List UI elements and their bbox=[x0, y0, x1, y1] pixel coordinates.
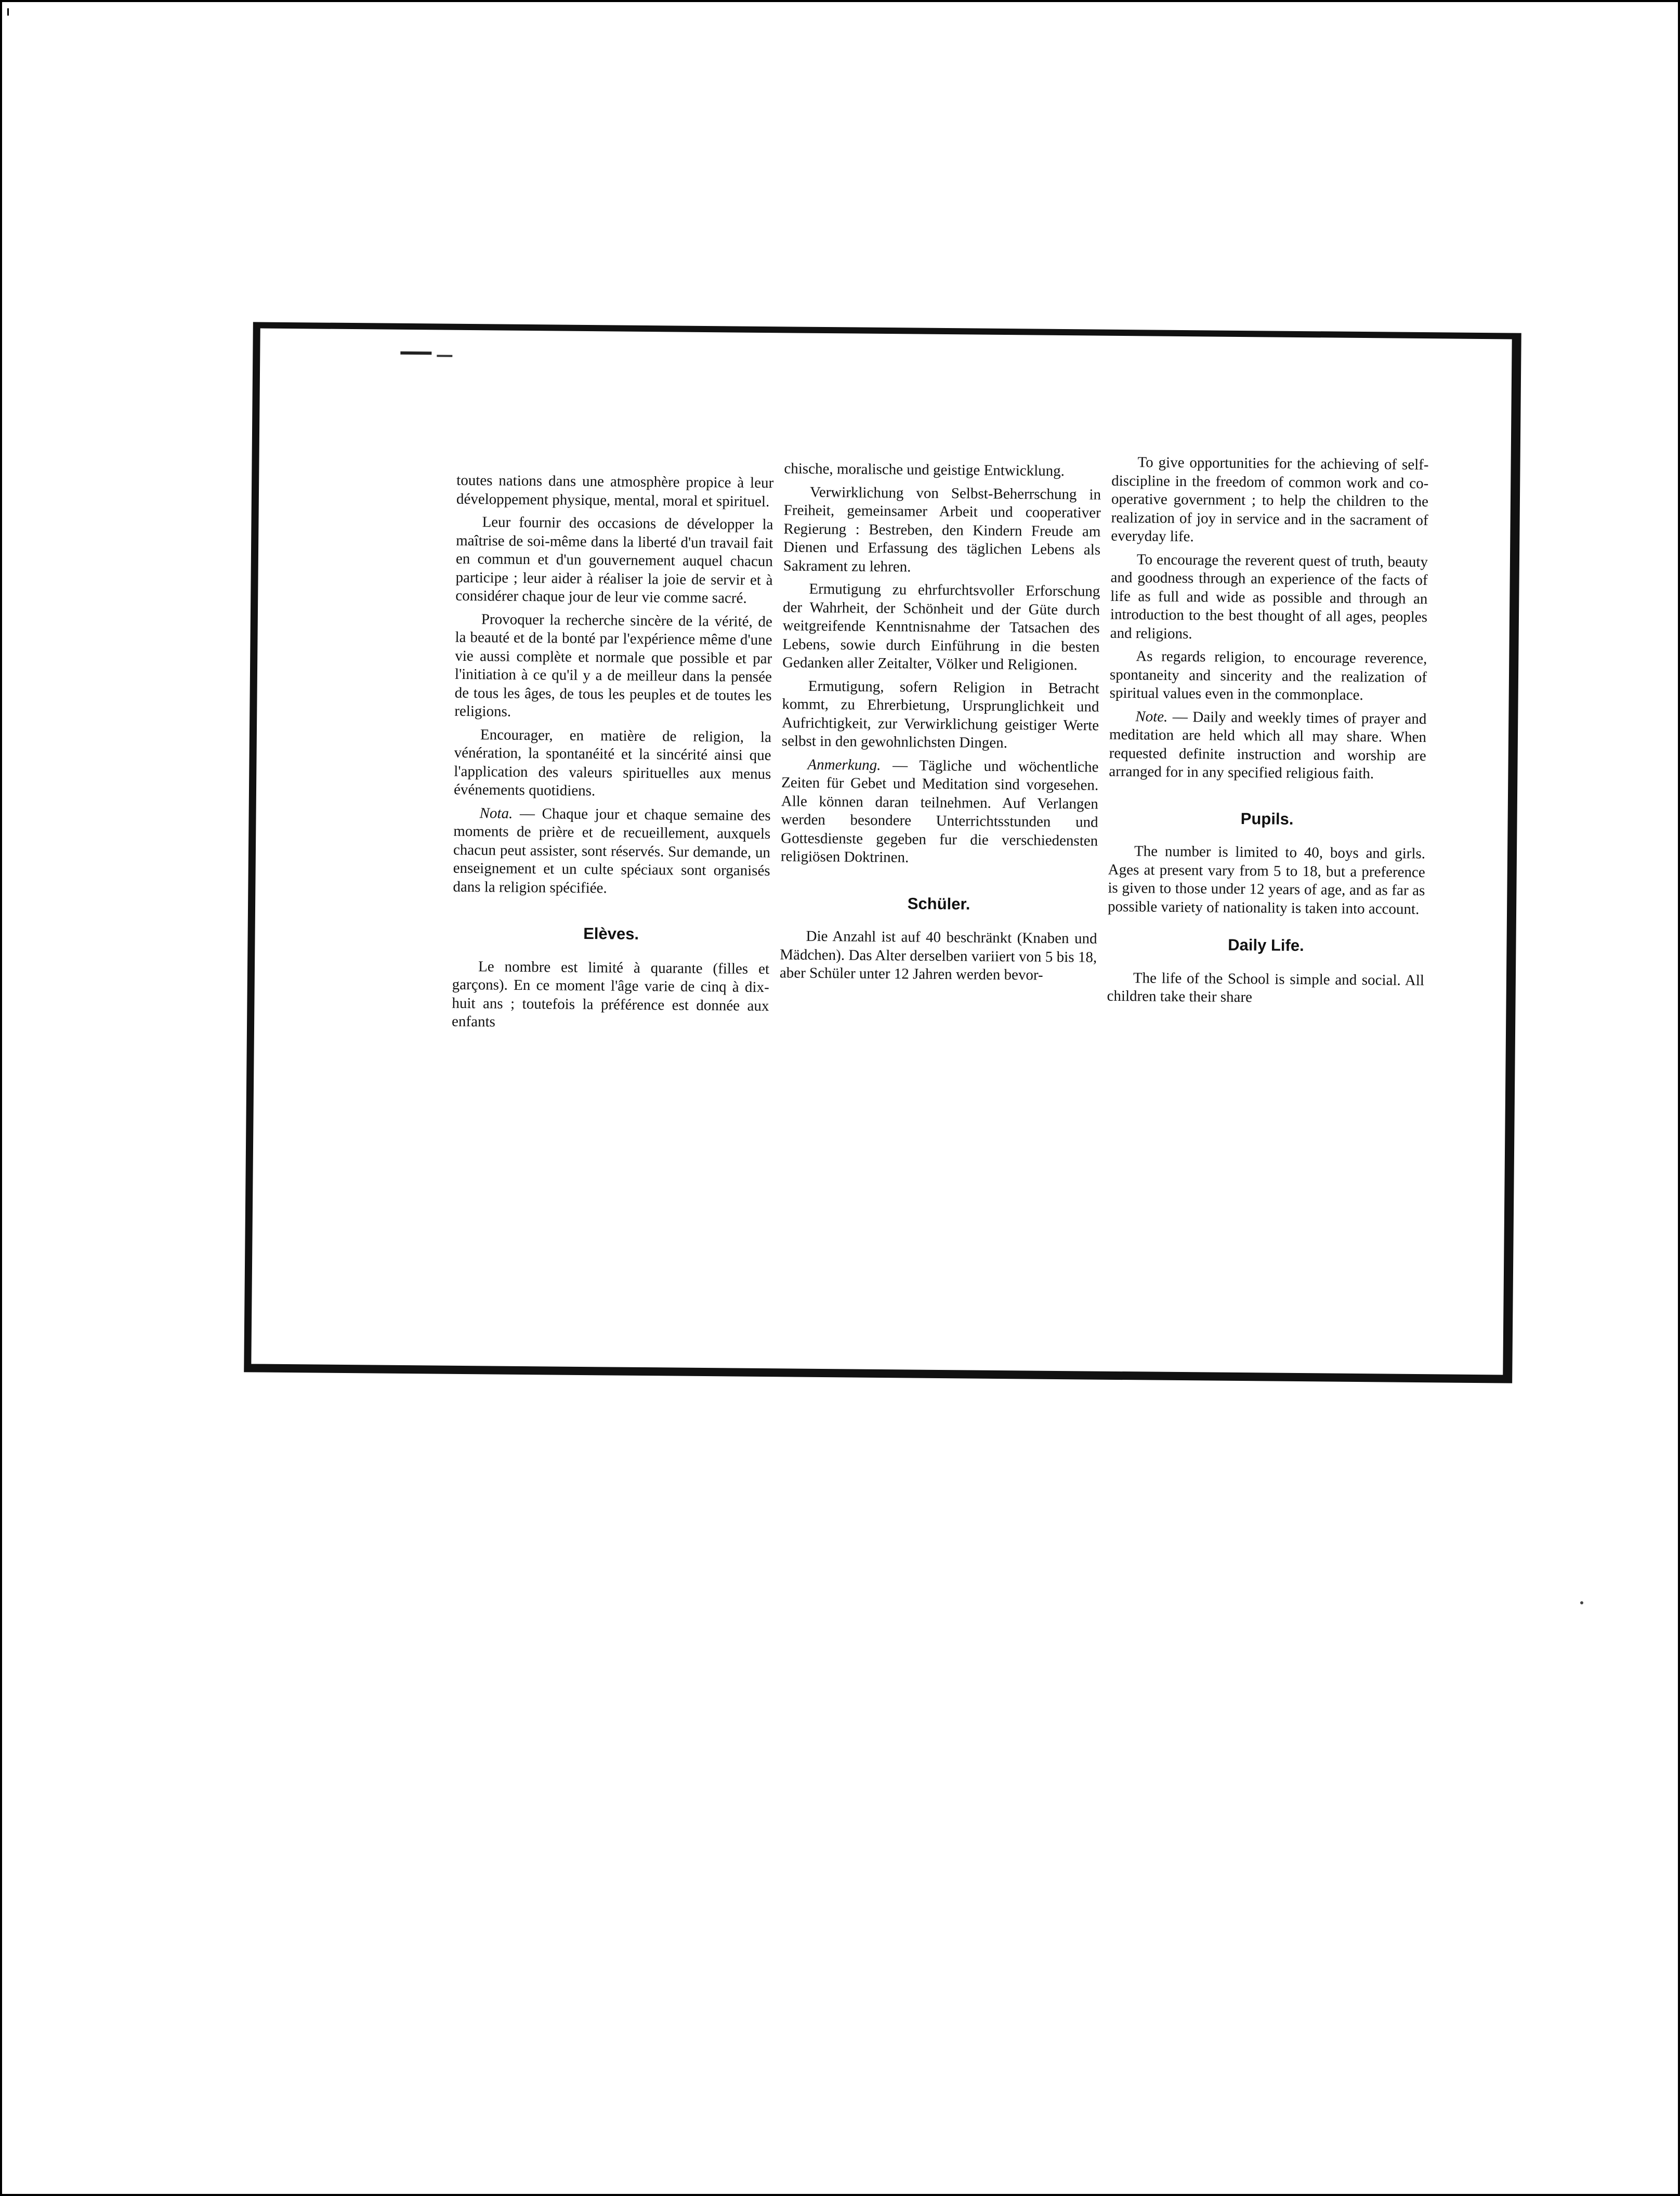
german-heading-schueler: Schüler. bbox=[907, 894, 970, 913]
french-heading-eleves: Elèves. bbox=[583, 924, 639, 943]
scan-mark bbox=[400, 351, 431, 355]
scan-border-left bbox=[0, 0, 2, 2196]
english-column bbox=[1107, 453, 1428, 1013]
scan-mark bbox=[437, 355, 452, 357]
scan-border-top bbox=[0, 0, 1680, 2]
english-paragraph: To give opportunities for the achieving of self-discipline in the freedom of common work and co-operative government ; to help the children to the realization of joy in service and in the sacrament of everyday life. bbox=[1111, 454, 1429, 545]
english-daily-life-paragraph: The life of the School is simple and social. All children take their share bbox=[1107, 969, 1425, 1006]
english-pupils-paragraph: The number is limited to 40, boys and girls. Ages at present vary from 5 to 18, but a preference is given to those under 12 years of age, and as far as possible variety of nationality is taken into account. bbox=[1107, 843, 1426, 918]
german-schueler-paragraph: Die Anzahl ist auf 40 beschränkt (Knaben und Mädchen). Das Alter derselben variiert von 5 bis 18, aber Schüler unter 12 Jahren werden bevor- bbox=[779, 927, 1097, 984]
french-paragraph: toutes nations dans une atmosphère propice à leur développement physique, mental, moral et spirituel. bbox=[456, 472, 774, 510]
german-paragraph: chische, moralische und geistige Entwicklung. bbox=[784, 460, 1065, 480]
english-note-label: Note. bbox=[1135, 708, 1168, 725]
german-paragraph: Ermutigung, sofern Religion in Betracht kommt, zu Ehrerbietung, Ursprunglichkeit und Aufrichtigkeit, zur Verwirklichung geistiger Werte selbst in den gewohnlichsten Dingen. bbox=[781, 677, 1099, 752]
french-note-label: Nota. bbox=[479, 804, 513, 822]
german-paragraph: Ermutigung zu ehrfurchtsvoller Erforschung der Wahrheit, der Schönheit und der Güte durch weitgreifende Kenntnisnahme der Tatsachen des Lebens, sowie durch Einführung in die besten Gedanken aller Zeitalter, Völker und Religionen. bbox=[782, 580, 1100, 674]
french-paragraph: Provoquer la recherche sincère de la vérité, de la beauté et de la bonté par l'expérience même d'une vie aussi complète et normale que possible et par l'initiation à ce qu'il y a de meilleur dans la pensée de tous les âges, de tous les peuples et de toutes les religions. bbox=[454, 610, 773, 720]
scanned-document-page bbox=[244, 322, 1521, 1383]
german-column bbox=[780, 460, 1101, 990]
french-column bbox=[452, 472, 773, 1039]
scan-border-bottom bbox=[0, 2194, 1680, 2196]
french-eleves-paragraph: Le nombre est limité à quarante (filles et garçons). En ce moment l'âge varie de cinq à dix-huit ans ; toutefois la préférence est donnée aux enfants bbox=[451, 958, 770, 1030]
english-paragraph: To encourage the reverent quest of truth, beauty and goodness through an experience of the facts of life as full and wide as possible and through an introduction to the best thought of all ages, peoples and religions. bbox=[1110, 551, 1428, 642]
german-paragraph: Verwirklichung von Selbst-Beherrschung in Freiheit, gemeinsamer Arbeit und cooperativer Regierung : Bestreben, den Kindern Freude am Dienen und Erfassung des täglichen Lebens als Sakrament zu lehren. bbox=[783, 483, 1101, 575]
french-paragraph: Encourager, en matière de religion, la vénération, la spontanéité et la sincérité ainsi que l'application des valeurs spirituelles aux menus événements quotidiens. bbox=[453, 726, 772, 800]
french-note-text: — Chaque jour et chaque semaine des moments de prière et de recueillement, auxquels chacun peut assister, sont réservés. Sur demande, un enseignement et un culte spéciaux sont organisés dans la religion spécifiée. bbox=[453, 805, 771, 896]
dust-speck bbox=[1580, 1601, 1583, 1604]
german-note-label: Anmerkung. bbox=[807, 756, 881, 774]
scan-border-right bbox=[1678, 0, 1680, 2196]
english-paragraph: As regards religion, to encourage reverence, spontaneity and sincerity and the realization of spiritual values even in the commonplace. bbox=[1109, 648, 1427, 704]
german-note bbox=[781, 755, 1099, 869]
english-heading-pupils: Pupils. bbox=[1240, 809, 1294, 828]
corner-mark bbox=[7, 8, 14, 16]
french-paragraph: Leur fournir des occasions de développer la maîtrise de soi-même dans la liberté d'un travail fait en commun et d'un gouvernement auquel chacun participe ; leur aider à réaliser la joie de servir et à considérer chaque jour de leur vie comme sacré. bbox=[455, 514, 773, 607]
german-note-text: — Tägliche und wöchentliche Zeiten für Gebet und Meditation sind vorgesehen. Alle können daran teilnehmen. Auf Verlangen werden besondere Unterrichtsstunden und Gottesdienste gegeben fur die verschiedensten religiösen Doktrinen. bbox=[780, 756, 1099, 866]
english-heading-daily-life: Daily Life. bbox=[1228, 935, 1304, 955]
english-note-text: — Daily and weekly times of prayer and meditation are held which all may share. When requested definite instruction and worship are arranged for in any specified religious faith. bbox=[1109, 708, 1427, 782]
french-note bbox=[453, 804, 771, 899]
english-note bbox=[1109, 707, 1426, 783]
